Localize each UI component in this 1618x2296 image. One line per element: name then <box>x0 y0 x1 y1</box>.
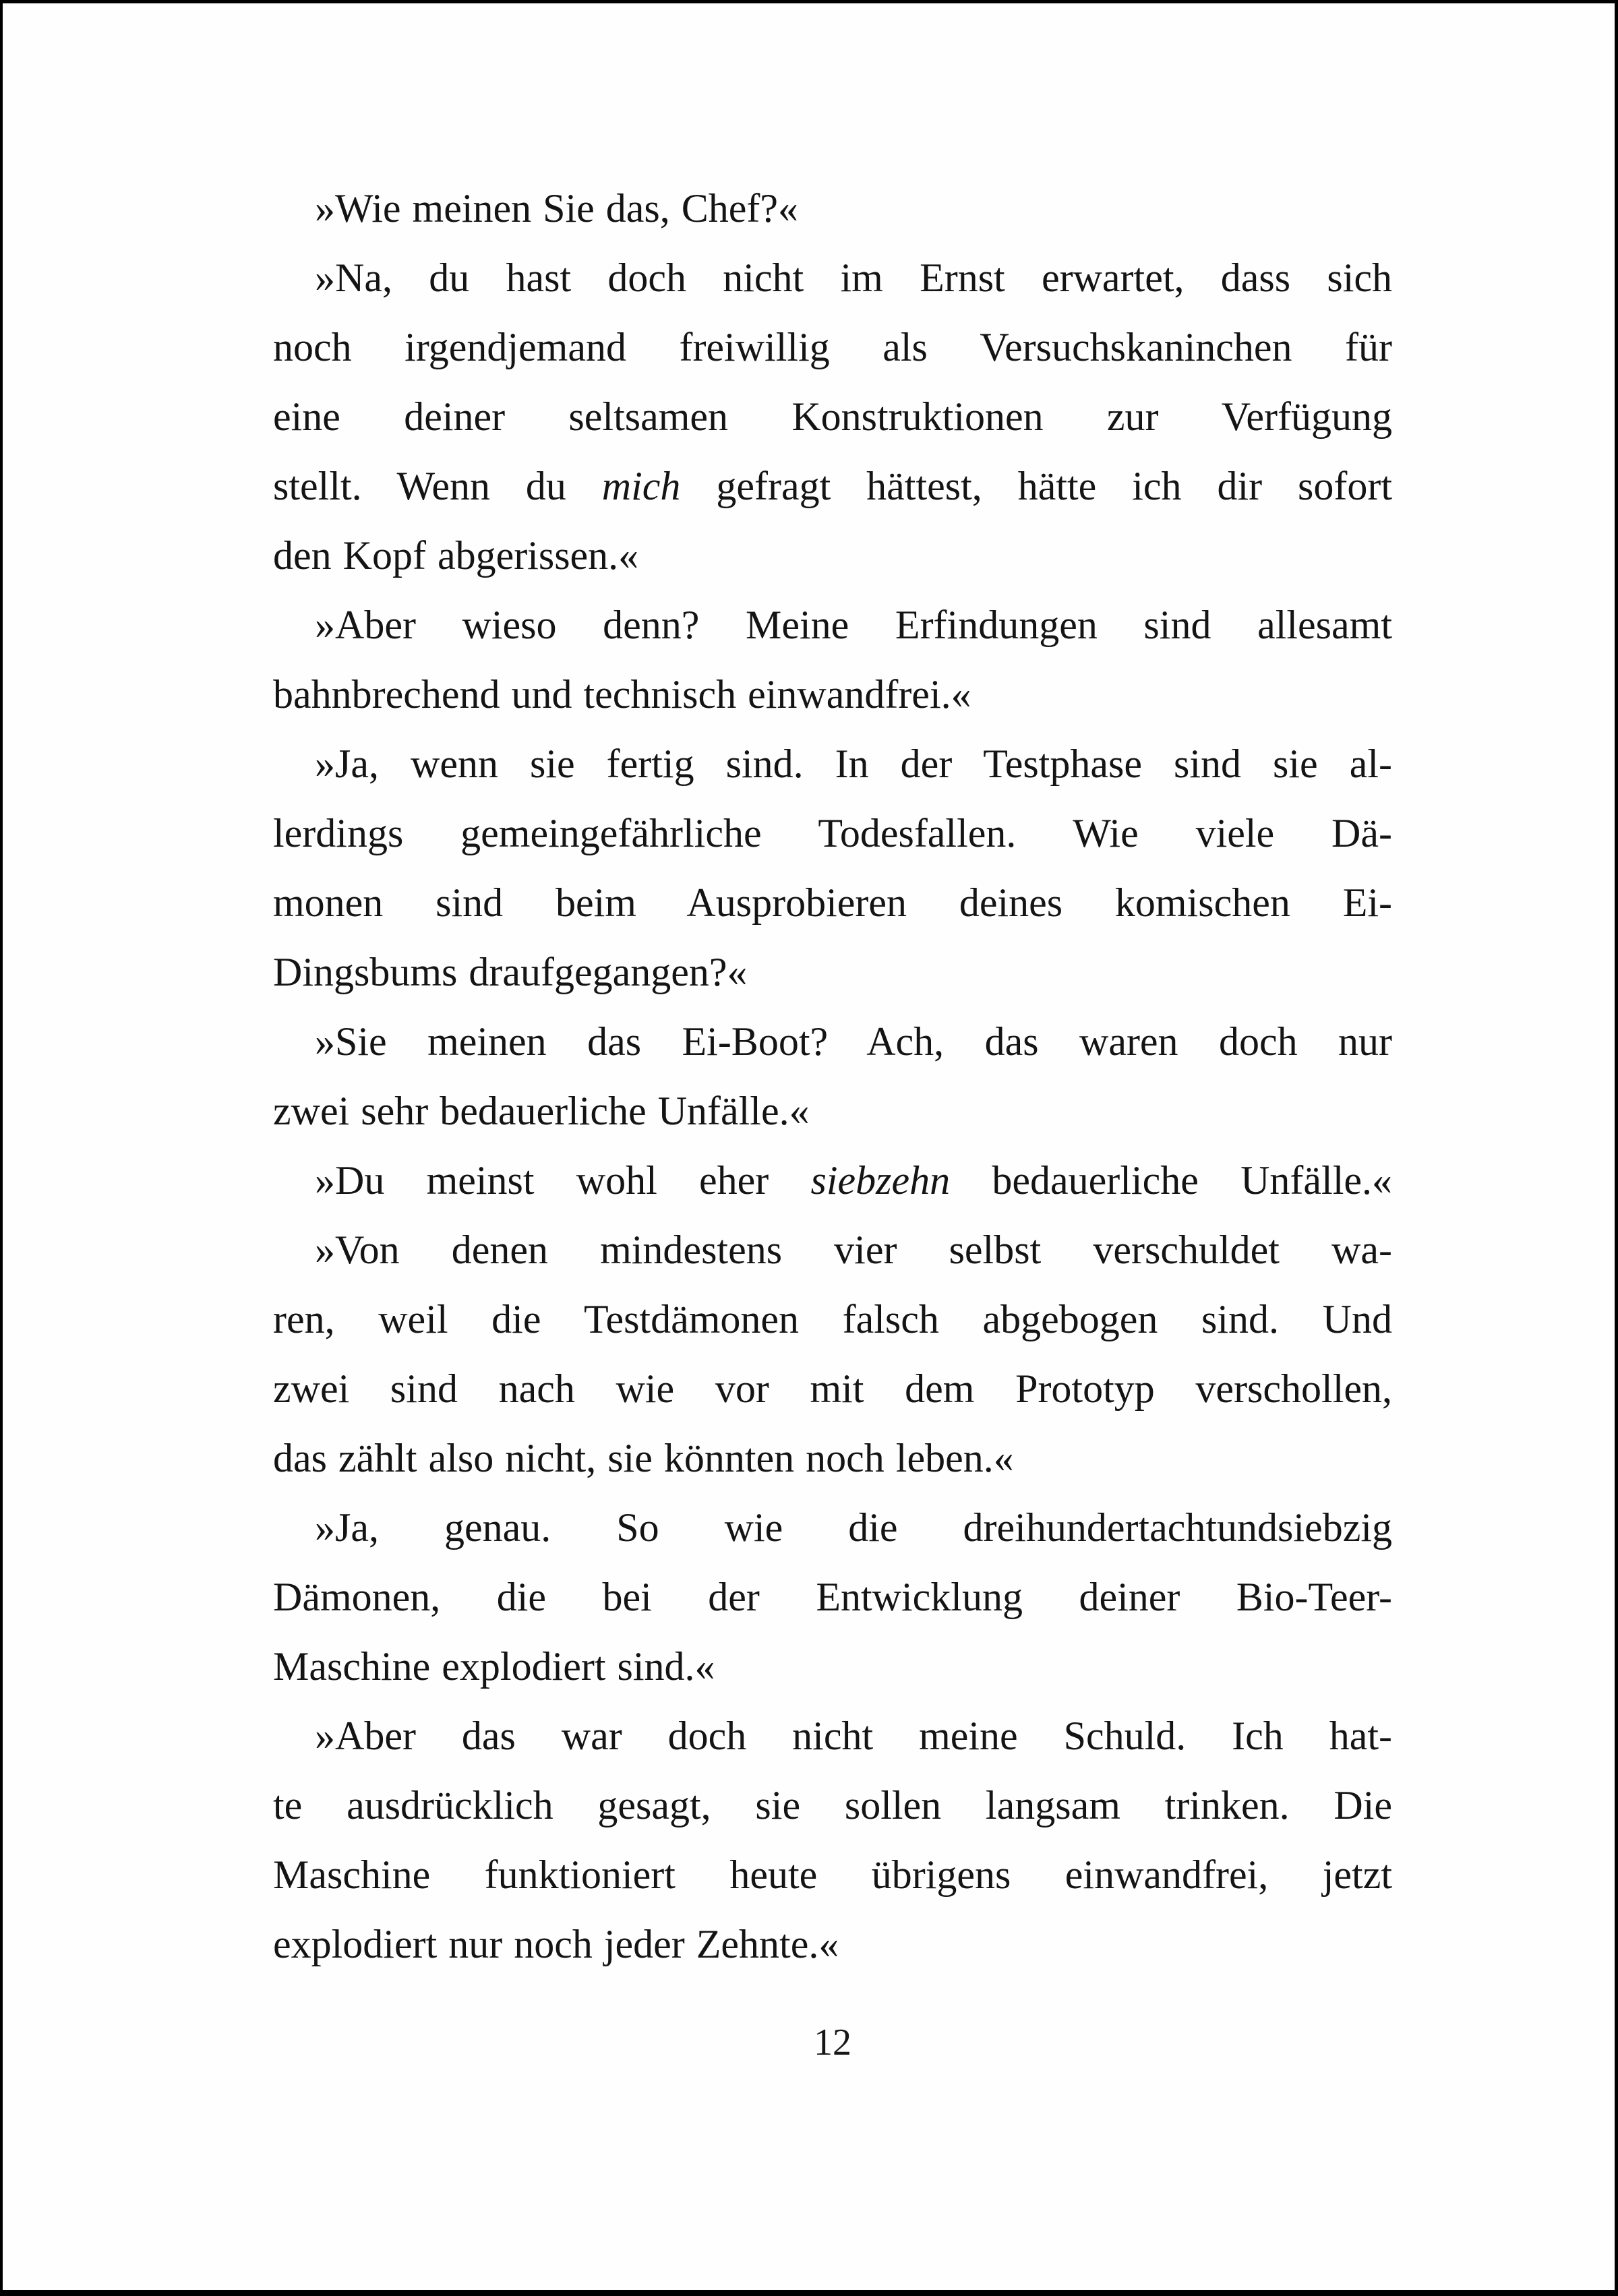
text-line <box>273 660 1392 729</box>
text-line <box>273 1285 1392 1354</box>
text-segment: monen sind beim Ausprobieren deines komischen Ei- <box>273 880 1392 925</box>
text-segment: explodiert nur noch jeder Zehnte.« <box>273 1922 839 1966</box>
text-line <box>273 243 1392 313</box>
text-segment: lerdings gemeingefährliche Todesfallen. Wie viele Dä- <box>273 811 1392 855</box>
text-segment: »Na, du hast doch nicht im Ernst erwartet, dass sich <box>315 255 1392 300</box>
text-segment: Maschine explodiert sind.« <box>273 1644 715 1689</box>
text-line <box>273 729 1392 799</box>
text-segment: bedauerliche Unfälle.« <box>950 1158 1392 1203</box>
text-line <box>273 1146 1392 1215</box>
text-segment: bahnbrechend und technisch einwandfrei.« <box>273 672 971 717</box>
text-line <box>273 799 1392 868</box>
text-line <box>273 1840 1392 1910</box>
text-line <box>273 1701 1392 1771</box>
text-line <box>273 174 1392 243</box>
text-line <box>273 938 1392 1007</box>
text-line <box>273 1563 1392 1632</box>
text-line <box>273 1493 1392 1563</box>
page-number: 12 <box>814 2022 851 2063</box>
text-segment: »Aber das war doch nicht meine Schuld. Ich hat- <box>315 1714 1392 1758</box>
text-block <box>273 174 1392 1979</box>
text-line <box>273 1424 1392 1493</box>
text-segment: te ausdrücklich gesagt, sie sollen langsam trinken. Die <box>273 1783 1392 1827</box>
text-segment: »Aber wieso denn? Meine Erfindungen sind allesamt <box>315 603 1392 647</box>
text-segment: Maschine funktioniert heute übrigens einwandfrei, jetzt <box>273 1852 1392 1897</box>
text-segment: ren, weil die Testdämonen falsch abgebogen sind. Und <box>273 1297 1392 1341</box>
text-segment: zwei sehr bedauerliche Unfälle.« <box>273 1089 810 1133</box>
text-line <box>273 1632 1392 1701</box>
text-segment: eine deiner seltsamen Konstruktionen zur Verfügung <box>273 394 1392 439</box>
italic-text-segment: mich <box>601 464 681 508</box>
text-segment: noch irgendjemand freiwillig als Versuchskaninchen für <box>273 325 1392 369</box>
text-line <box>273 1910 1392 1979</box>
text-segment: »Von denen mindestens vier selbst verschuldet wa- <box>315 1228 1392 1272</box>
text-segment: »Ja, genau. So wie die dreihundertachtundsiebzig <box>315 1505 1392 1550</box>
text-segment: zwei sind nach wie vor mit dem Prototyp verschollen, <box>273 1366 1392 1411</box>
text-line <box>273 452 1392 521</box>
text-line <box>273 868 1392 938</box>
text-segment: stellt. Wenn du <box>273 464 602 508</box>
text-line <box>273 1771 1392 1840</box>
text-line <box>273 591 1392 660</box>
text-line <box>273 1215 1392 1285</box>
text-segment: »Sie meinen das Ei-Boot? Ach, das waren doch nur <box>315 1019 1392 1064</box>
text-line <box>273 1354 1392 1424</box>
text-line <box>273 521 1392 591</box>
text-segment: »Wie meinen Sie das, Chef?« <box>315 186 799 231</box>
text-line <box>273 382 1392 452</box>
text-segment: Dämonen, die bei der Entwicklung deiner Bio-Teer- <box>273 1575 1392 1619</box>
text-segment: gefragt hättest, hätte ich dir sofort <box>680 464 1392 508</box>
text-line <box>273 1077 1392 1146</box>
italic-text-segment: siebzehn <box>810 1158 951 1203</box>
text-segment: Dingsbums draufgegangen?« <box>273 950 748 994</box>
text-segment: das zählt also nicht, sie könnten noch leben.« <box>273 1436 1014 1480</box>
text-segment: »Du meinst wohl eher <box>315 1158 811 1203</box>
text-segment: den Kopf abgerissen.« <box>273 533 639 578</box>
text-line <box>273 1007 1392 1077</box>
text-line <box>273 313 1392 382</box>
text-segment: »Ja, wenn sie fertig sind. In der Testphase sind sie al- <box>315 742 1392 786</box>
